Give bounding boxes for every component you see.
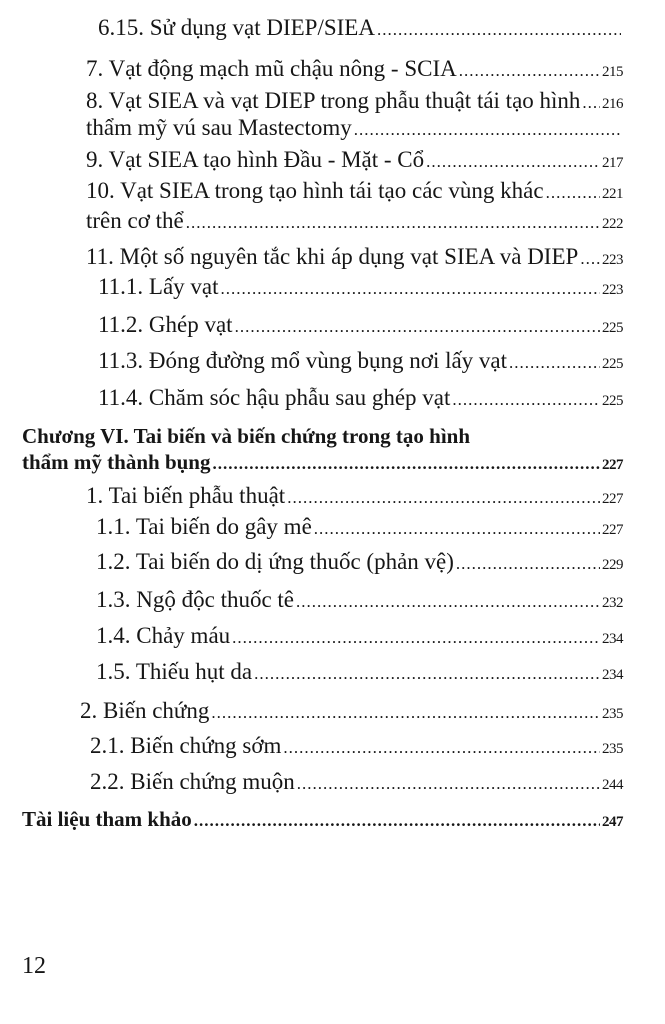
leader-dots <box>212 450 600 478</box>
leader-dots <box>546 179 600 207</box>
toc-entry-text: thẩm mỹ vú sau Mastectomy <box>86 115 352 140</box>
toc-entry-text: 11.1. Lấy vạt <box>98 274 219 299</box>
toc-entry-8-cont <box>86 114 623 144</box>
leader-dots <box>354 116 621 144</box>
toc-entry-2-2 <box>90 768 623 799</box>
toc-entry-page: 216 <box>602 96 623 112</box>
toc-entry-text: thẩm mỹ thành bụng <box>22 450 211 474</box>
toc-entry-page: 225 <box>602 356 623 372</box>
leader-dots <box>283 734 600 762</box>
toc-entry-6-15 <box>98 14 623 44</box>
toc-entry-11-3 <box>98 347 623 378</box>
toc-entry-page: 217 <box>602 155 623 171</box>
toc-entry-1-3 <box>96 586 623 617</box>
toc-entry-text: Tài liệu tham khảo <box>22 807 192 831</box>
leader-dots <box>297 770 600 798</box>
leader-dots <box>314 515 600 543</box>
toc-entry-text: 11.3. Đóng đường mổ vùng bụng nơi lấy vạt <box>98 348 508 373</box>
toc-entry-text: 2. Biến chứng <box>80 698 210 723</box>
toc-entry-page: 235 <box>602 706 623 722</box>
leader-dots <box>452 386 600 414</box>
page-number: 12 <box>22 953 46 979</box>
toc-entry-1-5 <box>96 658 623 689</box>
toc-entry-text: 11. Một số nguyên tắc khi áp dụng vạt SIEA và DIEP <box>86 244 579 269</box>
toc-entry-10-cont <box>86 207 623 238</box>
toc-entry-page: 225 <box>602 393 623 409</box>
leader-dots <box>221 275 600 303</box>
toc-entry-11 <box>86 243 623 274</box>
toc-entry-page: 215 <box>602 64 623 80</box>
toc-entry-text: 1.1. Tai biến do gây mê <box>96 514 312 539</box>
leader-dots <box>456 550 600 578</box>
leader-dots <box>232 624 600 652</box>
toc-entry-1 <box>86 482 623 513</box>
toc-entry-1-2 <box>96 548 623 579</box>
toc-entry-page: 235 <box>602 741 623 757</box>
toc-entry-page: 227 <box>602 491 623 507</box>
toc-entry-references <box>22 805 623 836</box>
toc-entry-text: 2.2. Biến chứng muộn <box>90 769 295 794</box>
toc-entry-page: 229 <box>602 557 623 573</box>
toc-entry-text: 6.15. Sử dụng vạt DIEP/SIEA <box>98 15 375 40</box>
toc-entry-page: 234 <box>602 667 623 683</box>
toc-entry-text: 8. Vạt SIEA và vạt DIEP trong phẫu thuật tái tạo hình <box>86 88 581 113</box>
toc-entry-text: 1.4. Chảy máu <box>96 623 231 648</box>
leader-dots <box>459 57 600 85</box>
toc-entry-text: 1.3. Ngộ độc thuốc tê <box>96 587 295 612</box>
toc-entry-2 <box>80 697 623 728</box>
toc-entry-10 <box>86 177 623 208</box>
leader-dots <box>582 89 600 117</box>
toc-entry-7 <box>86 55 623 86</box>
toc-entry-page: 227 <box>602 457 623 473</box>
toc-entry-page: 223 <box>602 282 623 298</box>
toc-entry-page: 244 <box>602 777 623 793</box>
toc-entry-page: 223 <box>602 252 623 268</box>
leader-dots <box>296 588 600 616</box>
chapter-title: Chương VI. Tai biến và biến chứng trong tạo hình <box>22 424 471 448</box>
toc-entry-text: 1.5. Thiếu hụt da <box>96 659 253 684</box>
toc-entry-text: 2.1. Biến chứng sớm <box>90 733 282 758</box>
toc-entry-chapter-6 <box>22 448 623 479</box>
toc-entry-text: 1.2. Tai biến do dị ứng thuốc (phản vệ) <box>96 549 454 574</box>
toc-entry-text: 1. Tai biến phẫu thuật <box>86 483 286 508</box>
leader-dots <box>426 148 600 176</box>
toc-entry-text: 11.2. Ghép vạt <box>98 312 233 337</box>
toc-entry-2-1 <box>90 732 623 763</box>
toc-entry-text: 7. Vạt động mạch mũ chậu nông - SCIA <box>86 56 457 81</box>
leader-dots <box>377 16 621 44</box>
toc-entry-page: 221 <box>602 186 623 202</box>
leader-dots <box>194 807 600 835</box>
leader-dots <box>287 484 600 512</box>
toc-entry-page: 234 <box>602 631 623 647</box>
toc-entry-text: 11.4. Chăm sóc hậu phẫu sau ghép vạt <box>98 385 451 410</box>
toc-entry-1-1 <box>96 513 623 544</box>
leader-dots <box>254 660 600 688</box>
toc-entry-11-4 <box>98 384 623 415</box>
toc-entry-text: trên cơ thể <box>86 208 184 233</box>
toc-entry-11-2 <box>98 311 623 342</box>
leader-dots <box>580 245 600 273</box>
toc-entry-11-1 <box>98 273 623 304</box>
leader-dots <box>211 699 600 727</box>
toc-entry-page: 225 <box>602 320 623 336</box>
toc-entry-page: 247 <box>602 814 623 830</box>
leader-dots <box>186 209 600 237</box>
toc-entry-text: 9. Vạt SIEA tạo hình Đầu - Mặt - Cổ <box>86 147 425 172</box>
toc-entry-page: 227 <box>602 522 623 538</box>
leader-dots <box>235 313 600 341</box>
leader-dots <box>509 349 600 377</box>
toc-entry-1-4 <box>96 622 623 653</box>
toc-entry-text: 10. Vạt SIEA trong tạo hình tái tạo các vùng khác <box>86 178 544 203</box>
toc-entry-9 <box>86 146 623 177</box>
toc-entry-page: 222 <box>602 216 623 232</box>
toc-entry-page: 232 <box>602 595 623 611</box>
